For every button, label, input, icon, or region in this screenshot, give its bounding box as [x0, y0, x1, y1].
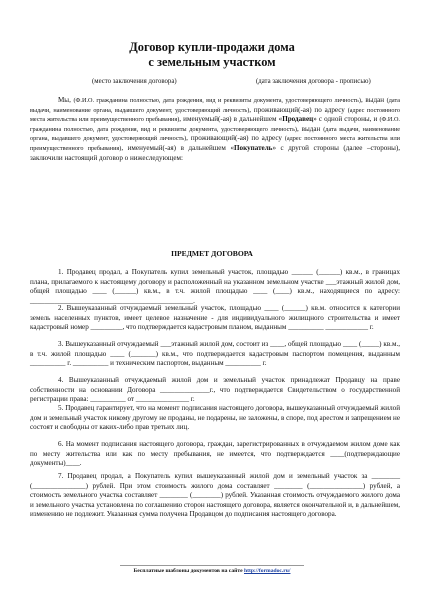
- seller-term: Продавец: [282, 115, 314, 124]
- footer-divider: [120, 565, 304, 566]
- buyer-term: Покупатель: [234, 143, 273, 152]
- paragraph-7: 7. Продавец продал, а Покупатель купил вышеуказанный жилой дом и земельный участок за ________ (_______________) рублей. При этом стоимость жилого дома составляет ________ (_______________) рублей, а стоимость земельного участка составляет ________ (________) рублей. Указанная стоимость отчуждаемого жилого дома и земельного участка установлена по соглашению сторон настоящего договора, является окончательной и, в дальнейшем, изменению не подлежит. Указанная сумма получена Продавцом до подписания настоящего договора.: [30, 472, 400, 519]
- footer: [0, 568, 424, 574]
- intro-hint: (адрес постоянного места жительства или преимущественного пребывания): [30, 106, 400, 124]
- paragraph-6: 6. На момент подписания настоящего договора, граждан, зарегистрированных в отчуждаемом жилом доме как по месту жительства или как по месту пребывания, не имеется, что подтверждается ____(подтверждающие документы)____.: [30, 440, 400, 468]
- paragraph-1: 1. Продавец продал, а Покупатель купил земельный участок, площадью ______ (______) кв.м., в границах плана, прилагаемого к настоящему договору и расположенный на указанном земельном участке ___этажный жилой дом, общей площадью ____ (______) кв.м., в т.ч. жилой площадью ____ (____) кв.м., находящиеся по адресу: ______________________________________________.: [30, 268, 400, 305]
- document-title-line1: Договор купли-продажи дома: [129, 40, 295, 54]
- intro-text: , проживающий(-ая) по адресу: [249, 105, 348, 114]
- intro-hint: (Ф.И.О. гражданина полностью, дата рождения, вид и реквизиты документа, удостоверяющего личность): [30, 116, 400, 133]
- place-label: (место заключения договора): [92, 78, 177, 85]
- intro-text: , именуемый(-ая) в дальнейшем «: [179, 115, 283, 124]
- intro-hint: (дата выдачи, наименование органа, выдавшего документ, удостоверяющий личность): [30, 125, 401, 143]
- intro-text: » с другой стороны (далее –стороны), заключили настоящий договор о нижеследующем:: [30, 143, 400, 162]
- paragraph-4: 4. Вышеуказанный отчуждаемый жилой дом и земельный участок принадлежат Продавцу на праве собственности на основании Договора ______________г., что подтверждается Свидетельством о государственной регистрации права: __________ от _______________ г.: [30, 376, 400, 404]
- intro-text: Мы,: [58, 96, 74, 104]
- date-label: (дата заключения договора - прописью): [256, 78, 371, 85]
- section-title: ПРЕДМЕТ ДОГОВОРА: [171, 249, 253, 258]
- paragraph-3: 3. Вышеуказанный отчуждаемый ___этажный жилой дом, состоит из ____, общей площадью ____ (_____) кв.м., в т.ч. жилой площадью ____ (_______) кв.м., что подтверждается кадастровым паспортом помещения, выданным __________ г. __________ и техническим паспортом, выданным __________ г.: [30, 340, 400, 368]
- intro-text: » с одной стороны, и: [313, 115, 380, 124]
- intro-paragraph: [30, 96, 400, 163]
- footer-link[interactable]: http://formadoc.ru/: [243, 568, 291, 574]
- intro-hint: (адрес постоянного места жительства или преимущественного пребывания): [30, 135, 400, 152]
- intro-text: , проживающий(-ая) по адресу: [186, 134, 285, 143]
- intro-hint: (дата выдачи, наименование органа, выдавшего документ, удостоверяющий личность): [30, 97, 400, 114]
- intro-hint: (Ф.И.О. гражданина полностью, дата рождения, вид и реквизиты документа, удостоверяющего личность): [73, 97, 361, 104]
- paragraph-5: 5. Продавец гарантирует, что на момент подписания настоящего договора, вышеуказанный отчуждаемый жилой дом и земельный участок никому другому не проданы, не подарены, не заложены, в споре, под арестом и запрещением не состоят и свободны от каких-либо прав третьих лиц.: [30, 404, 400, 432]
- document-title-line2: с земельным участком: [148, 55, 276, 69]
- intro-text: , именуемый(-ая) в дальнейшем «: [121, 143, 235, 152]
- intro-text: , выдан: [360, 96, 387, 104]
- intro-text: , выдан: [296, 124, 324, 133]
- paragraph-2: 2. Вышеуказанный отчуждаемый земельный участок, площадью ____ (______) кв.м. относится к категории земель населенных пунктов, имеет целевое назначение - для индивидуального жилищного строительства и имеет кадастровый номер _________, что подтверждается кадастровым планом, выданным __________ ____________ г.: [30, 304, 400, 332]
- footer-text: Бесплатные шаблоны документов на сайте: [133, 568, 244, 574]
